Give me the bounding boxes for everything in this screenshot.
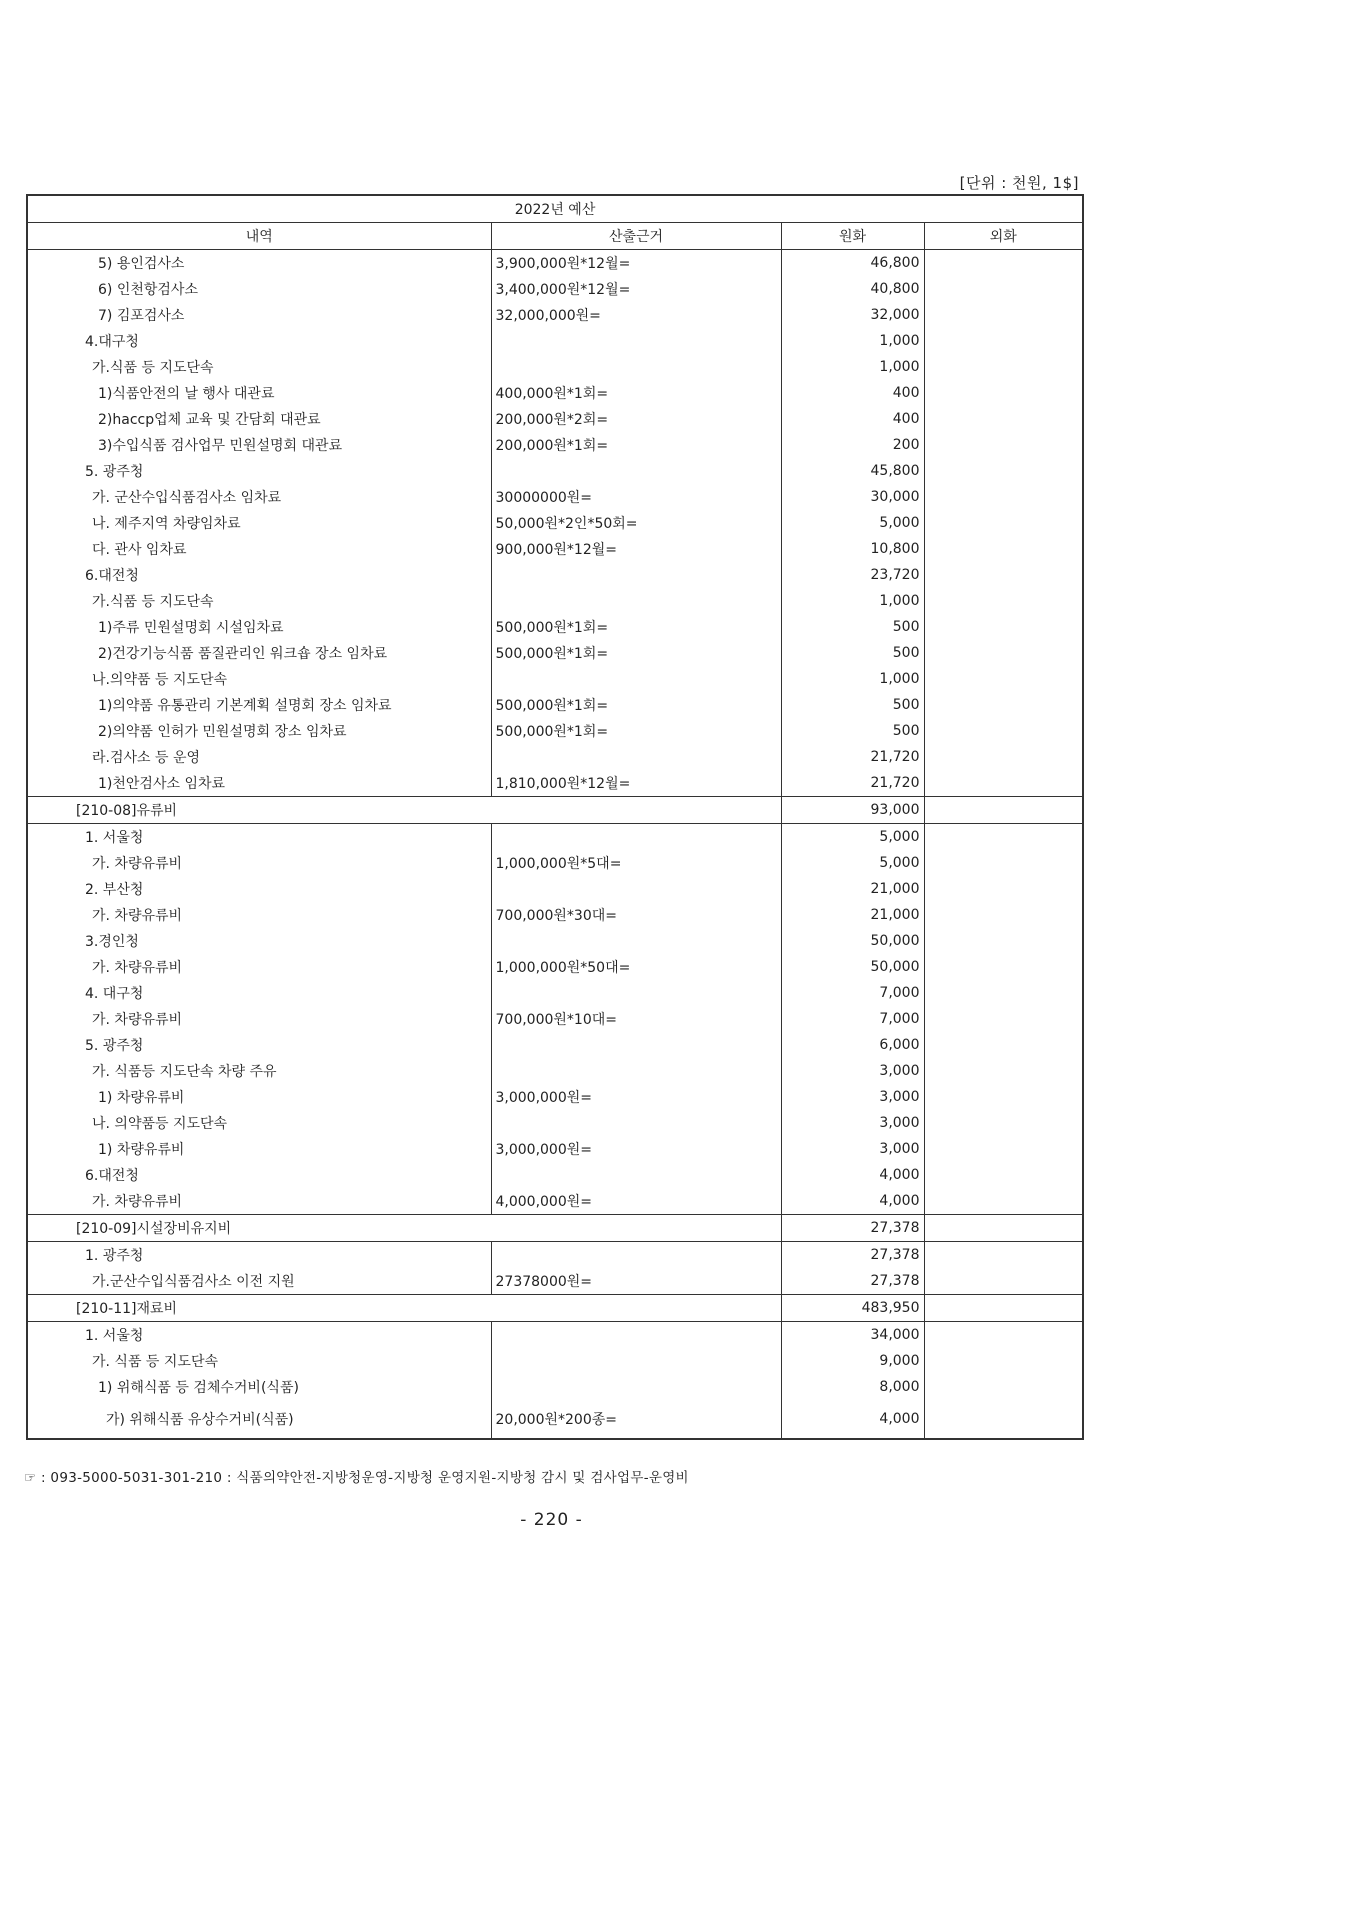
row-fx (924, 1348, 1083, 1374)
row-won: 50,000 (781, 954, 924, 980)
table-row (27, 1084, 1083, 1110)
table-row (27, 1188, 1083, 1215)
table-row (27, 536, 1083, 562)
row-basis (491, 1058, 781, 1084)
row-desc: 나.의약품 등 지도단속 (92, 672, 228, 688)
row-fx (924, 1374, 1083, 1400)
row-basis (491, 588, 781, 614)
row-fx (924, 1242, 1083, 1269)
row-won: 7,000 (781, 980, 924, 1006)
row-fx (924, 406, 1083, 432)
table-row (27, 1322, 1083, 1349)
row-basis: 500,000원*1회= (491, 640, 781, 666)
row-basis (491, 824, 781, 851)
row-desc: 가. 차량유류비 (92, 1012, 183, 1028)
row-desc: 1) 차량유류비 (98, 1142, 185, 1158)
row-desc: 다. 관사 임차료 (92, 542, 187, 558)
row-fx (924, 1162, 1083, 1188)
row-fx (924, 666, 1083, 692)
row-desc: 2)haccp업체 교육 및 간담회 대관료 (98, 412, 321, 428)
row-won: 400 (781, 380, 924, 406)
section-title: [210-08]유류비 (27, 797, 781, 824)
row-won: 500 (781, 640, 924, 666)
row-won: 46,800 (781, 250, 924, 277)
row-fx (924, 797, 1083, 824)
row-won: 1,000 (781, 666, 924, 692)
table-row (27, 928, 1083, 954)
row-fx (924, 824, 1083, 851)
row-basis: 27378000원= (491, 1268, 781, 1295)
row-won: 400 (781, 406, 924, 432)
row-won: 23,720 (781, 562, 924, 588)
row-desc: 나. 의약품등 지도단속 (92, 1116, 228, 1132)
row-basis (491, 666, 781, 692)
section-row (27, 797, 1083, 824)
row-desc: 4. 대구청 (85, 986, 144, 1002)
row-fx (924, 588, 1083, 614)
row-desc: 가.군산수입식품검사소 이전 지원 (92, 1274, 295, 1290)
row-basis (491, 1348, 781, 1374)
table-row (27, 954, 1083, 980)
row-fx (924, 536, 1083, 562)
row-basis: 3,000,000원= (491, 1084, 781, 1110)
row-won: 1,000 (781, 588, 924, 614)
table-row (27, 1110, 1083, 1136)
row-basis: 900,000원*12월= (491, 536, 781, 562)
row-desc: 6.대전청 (85, 1168, 139, 1184)
row-fx (924, 1268, 1083, 1295)
row-basis: 1,000,000원*50대= (491, 954, 781, 980)
row-won: 27,378 (781, 1242, 924, 1269)
row-basis: 20,000원*200종= (491, 1400, 781, 1439)
row-basis: 500,000원*1회= (491, 692, 781, 718)
row-desc: 3.경인청 (85, 934, 139, 950)
table-row (27, 744, 1083, 770)
row-desc: 가. 차량유류비 (92, 1194, 183, 1210)
row-basis: 700,000원*30대= (491, 902, 781, 928)
row-desc: 6.대전청 (85, 568, 139, 584)
row-fx (924, 484, 1083, 510)
table-row (27, 302, 1083, 328)
table-row (27, 718, 1083, 744)
row-desc: 가. 차량유류비 (92, 908, 183, 924)
table-row (27, 484, 1083, 510)
row-desc: 5. 광주청 (85, 464, 144, 480)
row-basis: 200,000원*1회= (491, 432, 781, 458)
table-body (27, 250, 1083, 1440)
table-row (27, 276, 1083, 302)
row-desc: 1. 서울청 (85, 830, 144, 846)
row-fx (924, 276, 1083, 302)
table-row (27, 406, 1083, 432)
unit-note: [단위 : 천원, 1$] (959, 174, 1079, 192)
row-won: 500 (781, 718, 924, 744)
row-won: 4,000 (781, 1162, 924, 1188)
row-basis (491, 1032, 781, 1058)
table-row (27, 614, 1083, 640)
table-row (27, 1032, 1083, 1058)
page-number: - 220 - (520, 1510, 583, 1530)
row-fx (924, 902, 1083, 928)
row-fx (924, 354, 1083, 380)
row-desc: 가. 차량유류비 (92, 960, 183, 976)
table-row (27, 1136, 1083, 1162)
row-won: 40,800 (781, 276, 924, 302)
row-fx (924, 458, 1083, 484)
table-row (27, 1268, 1083, 1295)
row-desc: 1)식품안전의 날 행사 대관료 (98, 386, 275, 402)
row-desc: 5) 용인검사소 (98, 256, 185, 272)
row-won: 500 (781, 692, 924, 718)
row-desc: 3)수입식품 검사업무 민원설명회 대관료 (98, 438, 343, 454)
row-fx (924, 302, 1083, 328)
row-fx (924, 718, 1083, 744)
table-row (27, 850, 1083, 876)
row-won: 9,000 (781, 1348, 924, 1374)
row-won: 8,000 (781, 1374, 924, 1400)
row-desc: 나. 제주지역 차량임차료 (92, 516, 241, 532)
section-row (27, 1295, 1083, 1322)
row-desc: 가. 차량유류비 (92, 856, 183, 872)
table-row (27, 1242, 1083, 1269)
footnote: ☞ : 093-5000-5031-301-210 : 식품의약안전-지방청운영-지방청 운영지원-지방청 감시 및 검사업무-운영비 (24, 1470, 689, 1486)
row-fx (924, 928, 1083, 954)
row-basis (491, 1322, 781, 1349)
row-fx (924, 980, 1083, 1006)
row-basis: 30000000원= (491, 484, 781, 510)
row-fx (924, 1032, 1083, 1058)
row-won: 27,378 (781, 1268, 924, 1295)
row-desc: 가. 군산수입식품검사소 임차료 (92, 490, 282, 506)
row-won: 1,000 (781, 354, 924, 380)
row-desc: 1) 위해식품 등 검체수거비(식품) (98, 1380, 299, 1396)
table-row (27, 432, 1083, 458)
row-fx (924, 1215, 1083, 1242)
row-fx (924, 876, 1083, 902)
row-basis (491, 1162, 781, 1188)
row-basis: 4,000,000원= (491, 1188, 781, 1215)
row-won: 6,000 (781, 1032, 924, 1058)
row-fx (924, 1136, 1083, 1162)
row-desc: 가.식품 등 지도단속 (92, 360, 214, 376)
row-won: 21,000 (781, 902, 924, 928)
header-won: 원화 (781, 223, 924, 250)
row-won: 32,000 (781, 302, 924, 328)
row-basis: 1,000,000원*5대= (491, 850, 781, 876)
table-row (27, 1006, 1083, 1032)
row-won: 21,720 (781, 770, 924, 797)
row-fx (924, 1058, 1083, 1084)
row-fx (924, 432, 1083, 458)
header-desc: 내역 (27, 223, 491, 250)
row-won: 5,000 (781, 510, 924, 536)
table-row (27, 380, 1083, 406)
table-row (27, 692, 1083, 718)
row-fx (924, 1322, 1083, 1349)
table-title: 2022년 예산 (27, 195, 1083, 223)
table-row (27, 666, 1083, 692)
table-row (27, 510, 1083, 536)
row-won: 483,950 (781, 1295, 924, 1322)
table-header-row (27, 223, 1083, 250)
row-won: 4,000 (781, 1188, 924, 1215)
row-basis (491, 876, 781, 902)
row-desc: 가. 식품등 지도단속 차량 주유 (92, 1064, 277, 1080)
section-title: [210-09]시설장비유지비 (27, 1215, 781, 1242)
table-row (27, 1058, 1083, 1084)
row-desc: 가.식품 등 지도단속 (92, 594, 214, 610)
row-basis: 500,000원*1회= (491, 614, 781, 640)
row-desc: 가) 위해식품 유상수거비(식품) (106, 1412, 294, 1428)
row-won: 5,000 (781, 850, 924, 876)
row-basis (491, 354, 781, 380)
row-won: 5,000 (781, 824, 924, 851)
row-basis: 500,000원*1회= (491, 718, 781, 744)
table-row (27, 588, 1083, 614)
row-basis (491, 1110, 781, 1136)
table-row (27, 562, 1083, 588)
row-fx (924, 1400, 1083, 1439)
budget-table (26, 194, 1084, 1440)
row-fx (924, 1084, 1083, 1110)
table-row (27, 640, 1083, 666)
row-fx (924, 744, 1083, 770)
row-desc: 1. 서울청 (85, 1328, 144, 1344)
table-row (27, 902, 1083, 928)
row-basis: 3,000,000원= (491, 1136, 781, 1162)
row-won: 30,000 (781, 484, 924, 510)
row-won: 34,000 (781, 1322, 924, 1349)
table-row (27, 1162, 1083, 1188)
row-won: 21,000 (781, 876, 924, 902)
table-row (27, 458, 1083, 484)
row-desc: 2)건강기능식품 품질관리인 워크숍 장소 임차료 (98, 646, 388, 662)
row-fx (924, 1188, 1083, 1215)
table-row (27, 1348, 1083, 1374)
row-won: 3,000 (781, 1110, 924, 1136)
row-desc: 7) 김포검사소 (98, 308, 185, 324)
row-won: 10,800 (781, 536, 924, 562)
row-basis: 1,810,000원*12월= (491, 770, 781, 797)
row-desc: 라.검사소 등 운영 (92, 750, 201, 766)
table-row (27, 354, 1083, 380)
row-desc: 6) 인천항검사소 (98, 282, 198, 298)
row-won: 3,000 (781, 1084, 924, 1110)
row-fx (924, 1006, 1083, 1032)
row-desc: 2)의약품 인허가 민원설명회 장소 임차료 (98, 724, 347, 740)
row-won: 3,000 (781, 1058, 924, 1084)
row-basis (491, 1242, 781, 1269)
row-fx (924, 640, 1083, 666)
row-fx (924, 1110, 1083, 1136)
row-fx (924, 770, 1083, 797)
row-won: 1,000 (781, 328, 924, 354)
table-row (27, 250, 1083, 277)
table-row (27, 1400, 1083, 1439)
row-basis: 32,000,000원= (491, 302, 781, 328)
row-desc: 5. 광주청 (85, 1038, 144, 1054)
row-won: 21,720 (781, 744, 924, 770)
section-title: [210-11]재료비 (27, 1295, 781, 1322)
row-desc: 1. 광주청 (85, 1248, 144, 1264)
row-won: 3,000 (781, 1136, 924, 1162)
row-fx (924, 954, 1083, 980)
row-fx (924, 692, 1083, 718)
row-desc: 2. 부산청 (85, 882, 144, 898)
row-won: 200 (781, 432, 924, 458)
header-basis: 산출근거 (491, 223, 781, 250)
row-desc: 가. 식품 등 지도단속 (92, 1354, 218, 1370)
row-basis: 400,000원*1회= (491, 380, 781, 406)
row-won: 50,000 (781, 928, 924, 954)
section-row (27, 1215, 1083, 1242)
row-desc: 1) 차량유류비 (98, 1090, 185, 1106)
row-fx (924, 614, 1083, 640)
table-row (27, 876, 1083, 902)
row-basis (491, 1374, 781, 1400)
row-desc: 4.대구청 (85, 334, 139, 350)
row-basis (491, 328, 781, 354)
table-row (27, 824, 1083, 851)
row-fx (924, 1295, 1083, 1322)
table-row (27, 1374, 1083, 1400)
row-basis (491, 562, 781, 588)
row-desc: 1)천안검사소 임차료 (98, 776, 226, 792)
row-won: 500 (781, 614, 924, 640)
table-row (27, 980, 1083, 1006)
row-basis: 3,900,000원*12월= (491, 250, 781, 277)
row-won: 4,000 (781, 1400, 924, 1439)
row-won: 27,378 (781, 1215, 924, 1242)
row-fx (924, 328, 1083, 354)
row-basis (491, 744, 781, 770)
row-basis: 700,000원*10대= (491, 1006, 781, 1032)
row-basis (491, 928, 781, 954)
row-basis (491, 458, 781, 484)
header-fx: 외화 (924, 223, 1083, 250)
row-desc: 1)주류 민원설명회 시설임차료 (98, 620, 284, 636)
row-fx (924, 380, 1083, 406)
row-basis: 3,400,000원*12월= (491, 276, 781, 302)
row-fx (924, 250, 1083, 277)
row-won: 93,000 (781, 797, 924, 824)
row-basis (491, 980, 781, 1006)
table-title-row (27, 195, 1083, 223)
table-row (27, 328, 1083, 354)
row-won: 45,800 (781, 458, 924, 484)
row-fx (924, 562, 1083, 588)
row-basis: 50,000원*2인*50회= (491, 510, 781, 536)
row-won: 7,000 (781, 1006, 924, 1032)
row-fx (924, 510, 1083, 536)
row-fx (924, 850, 1083, 876)
row-desc: 1)의약품 유통관리 기본계획 설명회 장소 임차료 (98, 698, 392, 714)
row-basis: 200,000원*2회= (491, 406, 781, 432)
table-row (27, 770, 1083, 797)
